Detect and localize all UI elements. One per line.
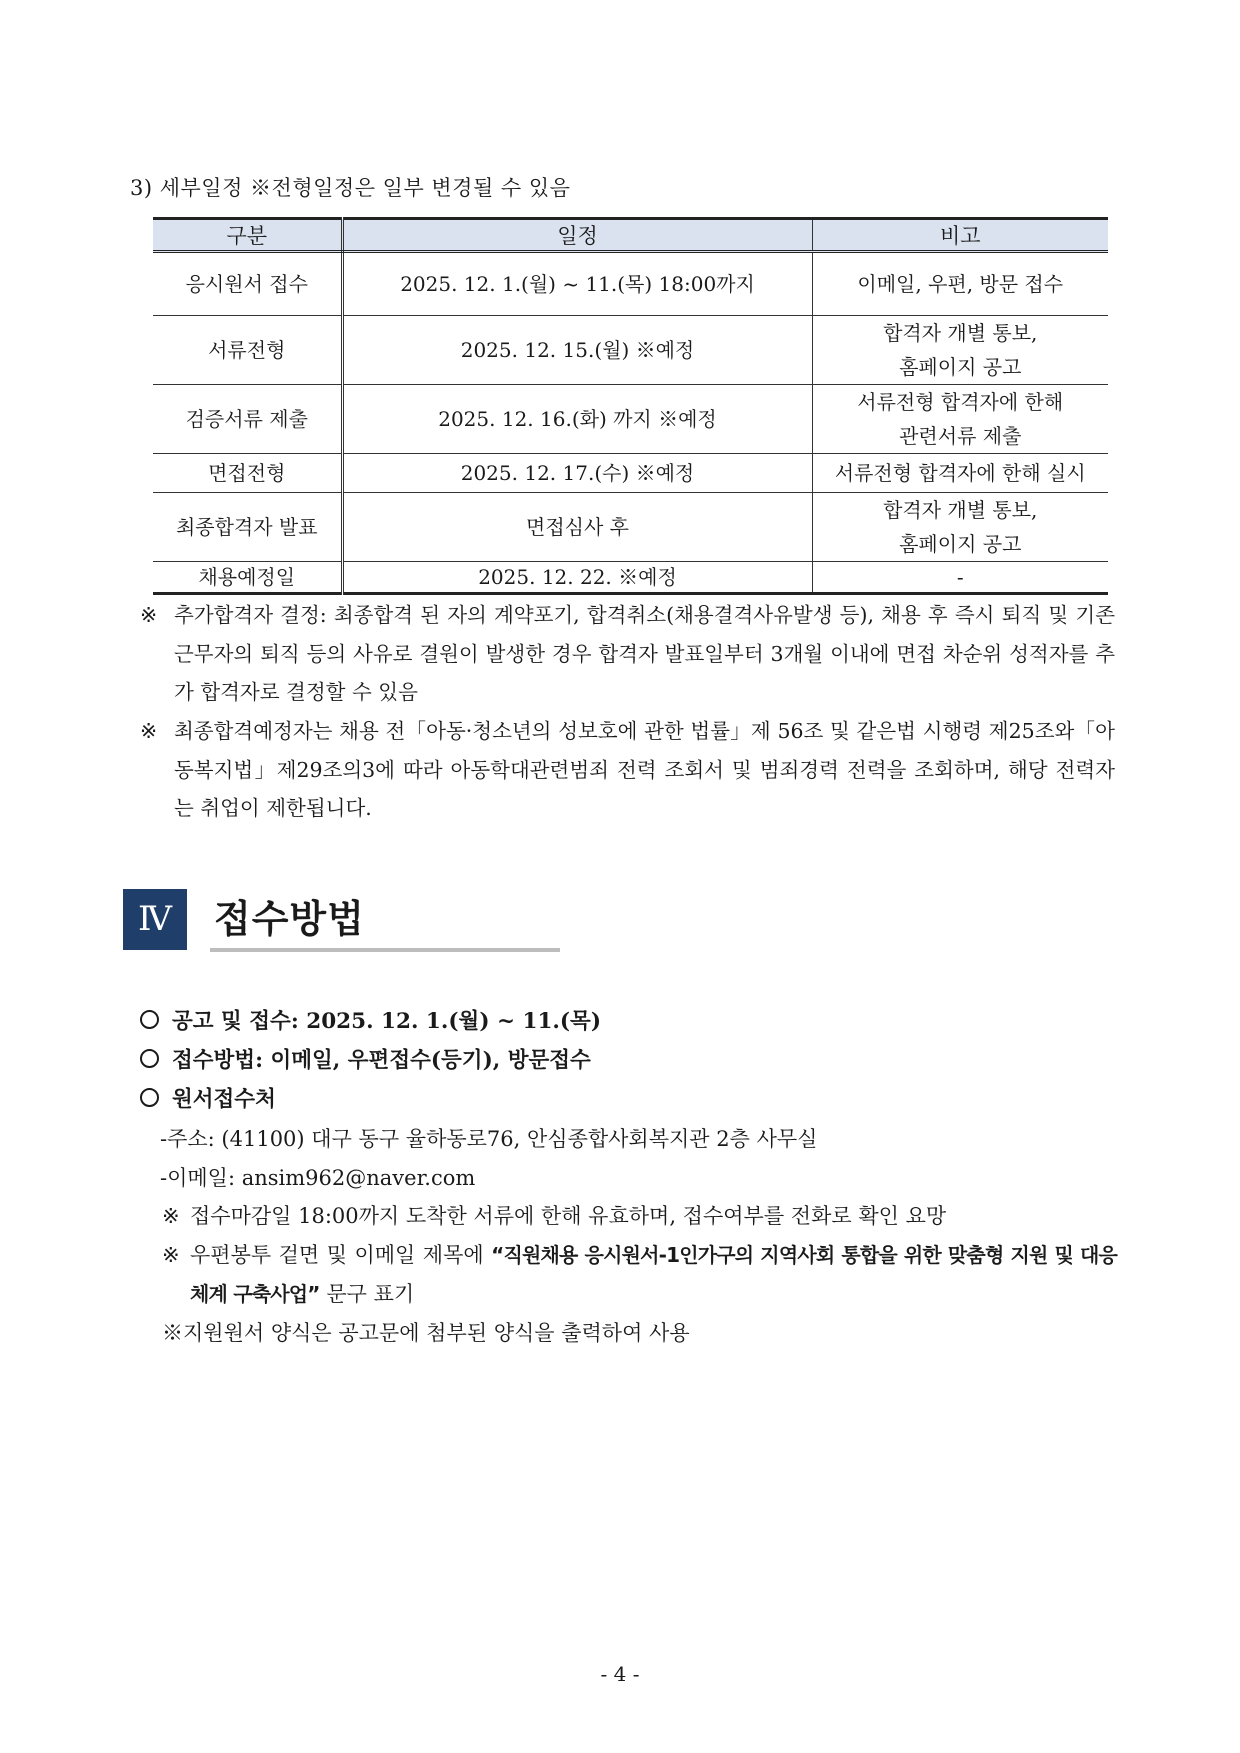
row-item: 응시원서 접수: [153, 252, 342, 316]
row-remark: [812, 252, 1108, 316]
bullet-method: [140, 1046, 591, 1076]
bullet-text: 공고 및 접수: 2025. 12. 1.(월) ~ 11.(목): [172, 1009, 601, 1034]
note-mark: ※: [140, 603, 158, 627]
bullet-notice-period: [140, 1007, 601, 1037]
remark-line: -: [956, 565, 964, 589]
section-title: 접수방법: [214, 897, 365, 941]
remark-line: 홈페이지 공고: [899, 355, 1022, 379]
remark-line: 서류전형 합격자에 한해: [857, 390, 1064, 414]
page-number: - 4 -: [600, 1662, 640, 1686]
row-item: 채용예정일: [153, 562, 342, 594]
row-date: 2025. 12. 15.(월) ※예정: [342, 316, 812, 385]
row-item: 최종합격자 발표: [153, 493, 342, 562]
email-line: -이메일: ansim962@naver.com: [160, 1166, 476, 1190]
row-date: 2025. 12. 1.(월) ~ 11.(목) 18:00까지: [342, 252, 812, 316]
circle-bullet-icon: [140, 1088, 159, 1107]
row-date: 2025. 12. 16.(화) 까지 ※예정: [342, 385, 812, 454]
notice-subject: [162, 1236, 1117, 1314]
note-background-check: [140, 712, 1115, 828]
table-row: [153, 562, 1108, 594]
row-date: 2025. 12. 17.(수) ※예정: [342, 454, 812, 493]
remark-line: 이메일, 우편, 방문 접수: [857, 272, 1064, 296]
remark-line: 홈페이지 공고: [899, 532, 1022, 556]
row-date: 면접심사 후: [342, 493, 812, 562]
notice-mark: ※: [162, 1204, 180, 1228]
form-note: ※지원원서 양식은 공고문에 첨부된 양식을 출력하여 사용: [162, 1321, 690, 1345]
remark-line: 합격자 개별 통보,: [883, 321, 1038, 345]
notice-text: 접수마감일 18:00까지 도착한 서류에 한해 유효하며, 접수여부를 전화로 확인 요망: [190, 1204, 947, 1228]
section-number-badge: Ⅳ: [123, 889, 187, 950]
note-text: 추가합격자 결정: 최종합격 된 자의 계약포기, 합격취소(채용결격사유발생 등), 채용 후 즉시 퇴직 및 기존근무자의 퇴직 등의 사유로 결원이 발생한 경우 합격자 발표일부터 3개월 이내에 면접 차순위 성적자를 추가 합격자로 결정할 수 있음: [174, 603, 1115, 704]
row-remark: [812, 385, 1108, 454]
notice-prefix: 우편봉투 겉면 및 이메일 제목에: [190, 1243, 492, 1267]
row-item: 면접전형: [153, 454, 342, 493]
table-row: [153, 454, 1108, 493]
address-line: -주소: (41100) 대구 동구 율하동로76, 안심종합사회복지관 2층 사무실: [160, 1127, 818, 1151]
row-date: 2025. 12. 22. ※예정: [342, 562, 812, 594]
schedule-heading: 3) 세부일정 ※전형일정은 일부 변경될 수 있음: [130, 176, 571, 200]
table-header-row: [153, 219, 1108, 252]
notice-suffix: 문구 표기: [319, 1282, 415, 1306]
column-header-date: 일정: [342, 219, 812, 252]
row-item: 서류전형: [153, 316, 342, 385]
notice-text: [162, 1236, 1117, 1314]
circle-bullet-icon: [140, 1010, 159, 1029]
row-item: 검증서류 제출: [153, 385, 342, 454]
row-remark: [812, 454, 1108, 493]
note-text: 최종합격예정자는 채용 전「아동·청소년의 성보호에 관한 법률」제 56조 및 같은법 시행령 제25조와「아동복지법」제29조의3에 따라 아동학대관련범죄 전력 조회서 및 범죄경력 전력을 조회하며, 해당 전력자는 취업이 제한됩니다.: [174, 719, 1115, 820]
bullet-text: 접수방법: 이메일, 우편접수(등기), 방문접수: [172, 1048, 591, 1073]
table-row: [153, 385, 1108, 454]
note-mark: ※: [140, 719, 158, 743]
remark-line: 합격자 개별 통보,: [883, 498, 1038, 522]
section-underline: [210, 948, 560, 952]
notice-deadline: [162, 1197, 1117, 1236]
notice-bold-subject: “직원채용 응시원서-1인가구의 지역사회 통합을 위한 맞춤형 지원 및 대응체계 구축사업”: [190, 1243, 1117, 1306]
remark-line: 서류전형 합격자에 한해 실시: [834, 461, 1086, 485]
column-header-category: 구분: [153, 219, 342, 252]
table-row: [153, 493, 1108, 562]
row-remark: [812, 316, 1108, 385]
table-row: [153, 252, 1108, 316]
row-remark: [812, 562, 1108, 594]
column-header-remark: 비고: [812, 219, 1108, 252]
bullet-receipt-place: [140, 1085, 276, 1115]
notice-mark: ※: [162, 1243, 180, 1267]
remark-line: 관련서류 제출: [899, 424, 1022, 448]
table-row: [153, 316, 1108, 385]
schedule-table: [153, 217, 1108, 595]
bullet-text: 원서접수처: [172, 1087, 276, 1112]
circle-bullet-icon: [140, 1049, 159, 1068]
row-remark: [812, 493, 1108, 562]
note-additional-pass: [140, 596, 1115, 712]
